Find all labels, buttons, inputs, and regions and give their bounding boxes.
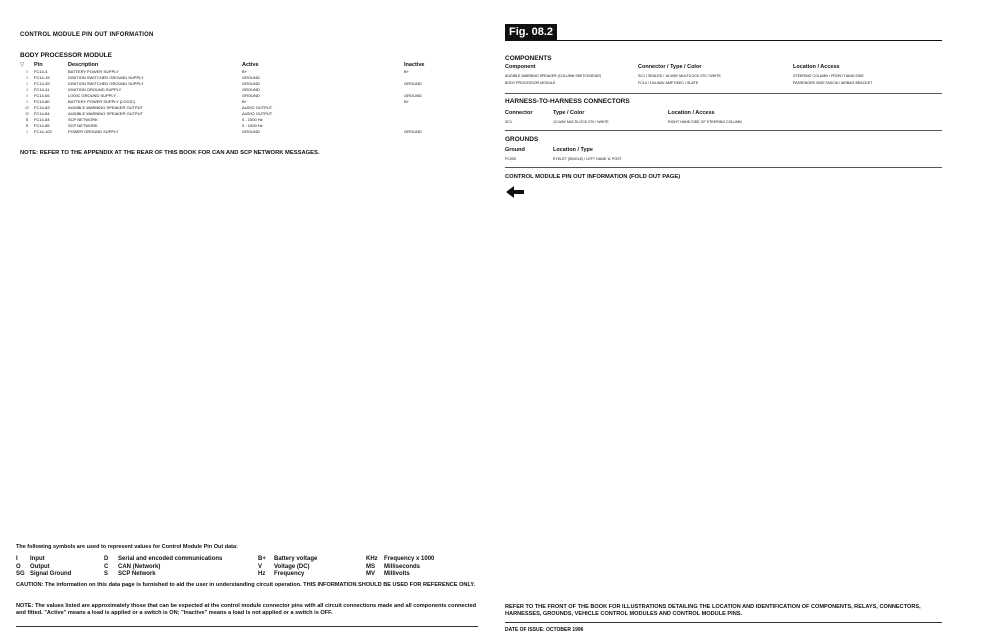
symbol-header: ▽ (20, 62, 25, 68)
row-description: BATTERY POWER SUPPLY (LOGIC) (68, 99, 135, 104)
date-of-issue: DATE OF ISSUE: OCTOBER 1996 (505, 627, 584, 633)
foldout-link[interactable]: CONTROL MODULE PIN OUT INFORMATION (FOLD OUT PAGE) (505, 174, 681, 180)
legend-value: Millivolts (384, 571, 410, 577)
row-symbol: O (25, 111, 29, 116)
row-pin: FC14-41 (34, 87, 50, 92)
row-active: AUDIO OUTPUT (242, 105, 273, 110)
connector-column: Connector (505, 110, 533, 116)
row-description: BATTERY POWER SUPPLY (68, 69, 119, 74)
row-pin: FC14-84 (34, 117, 50, 122)
legend-value: Battery voltage (274, 556, 318, 562)
row-active: GROUND (242, 87, 260, 92)
row-active: GROUND (242, 93, 260, 98)
component-location: PASSENGER SIDE FASCIA / AIRBAG BRACKET (793, 81, 873, 85)
section-rule (505, 130, 942, 131)
row-pin: FC14-80 (34, 99, 50, 104)
row-symbol: I (26, 129, 28, 134)
legend-value: Output (30, 563, 50, 570)
row-description: LOGIC GROUND SUPPLY (68, 93, 116, 98)
harness-connector: SC1 (505, 120, 512, 124)
caution-text: CAUTION: The information on this data page is furnished to aid the user in understanding circuit operation. THIS INFORMATION SHOULD BE USED FOR REFERENCE ONLY. (16, 582, 476, 588)
row-inactive: B+ (404, 69, 410, 74)
row-symbol: I (26, 69, 28, 74)
location-column: Location / Access (793, 64, 840, 70)
row-pin: FC14-83 (34, 105, 50, 110)
pin-header: Pin (34, 62, 43, 68)
component-column: Component (505, 64, 536, 70)
legend-key: V (258, 563, 263, 570)
row-active: B+ (242, 69, 248, 74)
row-active: GROUND (242, 75, 260, 80)
row-active: B+ (242, 99, 248, 104)
row-description: SCP NETWORK (68, 123, 98, 128)
row-inactive: B+ (404, 99, 410, 104)
ground-location: EYELET (SINGLE) / LEFT HAND 'A' POST (553, 157, 622, 161)
row-pin: FC14-85 (34, 123, 50, 128)
legend-value: Signal Ground (30, 571, 72, 577)
row-description: IGNITION SWITCHED GROUND SUPPLY (68, 81, 144, 86)
harness-heading: HARNESS-TO-HARNESS CONNECTORS (505, 98, 630, 105)
legend-value: Voltage (DC) (274, 563, 310, 570)
section-title: BODY PROCESSOR MODULE (20, 52, 112, 59)
row-symbol: I (26, 87, 28, 92)
row-symbol: O (25, 105, 29, 110)
row-description: SCP NETWORK (68, 117, 98, 122)
legend-value: SCP Network (118, 571, 156, 577)
component-name: AUDIBLE WARNING SPEAKER (COLUMN SWITCHGEAR) (505, 74, 601, 78)
ground-column: Ground (505, 147, 525, 153)
section-rule (505, 93, 942, 94)
row-symbol: I (26, 99, 28, 104)
legend-value: Input (30, 556, 45, 562)
bottom-rule (505, 622, 942, 623)
row-pin: FC14-4 (34, 69, 48, 74)
legend-key: O (16, 563, 21, 570)
row-description: IGNITION GROUND SUPPLY (68, 87, 122, 92)
component-name: BODY PROCESSOR MODULE (505, 81, 556, 85)
harness-type: 12-WAY MULTILOCK 070 / WHITE (553, 120, 609, 124)
legend-key: SG (16, 571, 25, 577)
ground-id: FC005 (505, 157, 516, 161)
legend-key: B+ (258, 556, 266, 562)
row-description: POWER GROUND SUPPLY (68, 129, 119, 134)
active-header: Active (242, 62, 259, 68)
row-symbol: I (26, 93, 28, 98)
component-connector: FC14 / 104-WAY AMP EEEC / SLATE (638, 81, 699, 85)
legend-value: Serial and encoded communications (118, 556, 223, 562)
harness-location: RIGHT HAND SIDE OF STEERING COLUMN (668, 120, 742, 124)
symbols-intro: The following symbols are used to represent values for Control Module Pin Out data: (16, 544, 238, 550)
row-active: 0 - 1000 Hz (242, 123, 263, 128)
legend-key: KHz (366, 556, 378, 562)
legend-key: MV (366, 571, 375, 577)
figure-rule (505, 40, 942, 41)
row-pin: FC14-65 (34, 93, 50, 98)
legend-key: D (104, 556, 109, 562)
row-symbol: S (25, 117, 29, 122)
location-column: Location / Access (668, 110, 715, 116)
refer-note: REFER TO THE FRONT OF THE BOOK FOR ILLUSTRATIONS DETAILING THE LOCATION AND IDENTIFICATION OF COMPONENTS, RELAYS, CONNECTORS, HARNESSES, GROUNDS, VEHICLE CONTROL MODULES AND CONTROL MODULE PINS. (505, 604, 921, 617)
type-column: Type / Color (553, 110, 585, 116)
row-symbol: I (26, 75, 28, 80)
legend-value: Frequency (274, 571, 305, 577)
row-pin: FC14-84 (34, 111, 50, 116)
page-header: CONTROL MODULE PIN OUT INFORMATION (20, 32, 154, 38)
row-description: IGNITION SWITCHED GROUND SUPPLY (68, 75, 144, 80)
row-description: AUDIBLE WARNING SPEAKER OUTPUT (68, 111, 143, 116)
row-description: AUDIBLE WARNING SPEAKER OUTPUT (68, 105, 143, 110)
component-connector: SC1 / SEALED / 16-WAY MULTILOCK 070 / WHITE (638, 74, 721, 78)
legend-key: I (16, 556, 18, 562)
grounds-heading: GROUNDS (505, 136, 539, 143)
row-inactive: GROUND (404, 81, 422, 86)
values-note: NOTE: The values listed are approximately those that can be expected at the control module connector pins with all circuit connections made and all components connected and fitted. "Active" means a load is applied or a switch is ON; "Inactive" means a load is not applied or a switch is OFF. (16, 603, 477, 616)
row-pin: FC14-102 (34, 129, 52, 134)
row-symbol: I (26, 81, 28, 86)
row-active: AUDIO OUTPUT (242, 111, 273, 116)
location-type-column: Location / Type (553, 147, 593, 153)
arrow-left-icon[interactable] (506, 186, 524, 198)
legend-key: S (104, 571, 109, 577)
inactive-header: Inactive (404, 62, 425, 68)
figure-label: Fig. 08.2 (505, 24, 557, 41)
legend-key: C (104, 563, 109, 570)
row-active: 0 - 1000 Hz (242, 117, 263, 122)
row-inactive: GROUND (404, 93, 422, 98)
description-header: Description (68, 62, 99, 68)
row-active: GROUND (242, 81, 260, 86)
row-active: GROUND (242, 129, 260, 134)
network-note: NOTE: REFER TO THE APPENDIX AT THE REAR OF THIS BOOK FOR CAN AND SCP NETWORK MESSAGES. (20, 150, 320, 156)
row-pin: FC14-15 (34, 75, 50, 80)
legend-key: MS (366, 563, 375, 570)
component-location: STEERING COLUMN / FRONT HAND SIDE (793, 74, 864, 78)
legend-key: Hz (258, 571, 266, 577)
components-heading: COMPONENTS (505, 55, 552, 62)
row-pin: FC14-39 (34, 81, 50, 86)
section-rule (505, 167, 942, 168)
legend-value: Milliseconds (384, 563, 421, 570)
connector-column: Connector / Type / Color (638, 64, 702, 70)
row-symbol: S (25, 123, 29, 128)
legend-value: Frequency x 1000 (384, 556, 435, 562)
row-inactive: GROUND (404, 129, 422, 134)
legend-value: CAN (Network) (118, 563, 161, 570)
